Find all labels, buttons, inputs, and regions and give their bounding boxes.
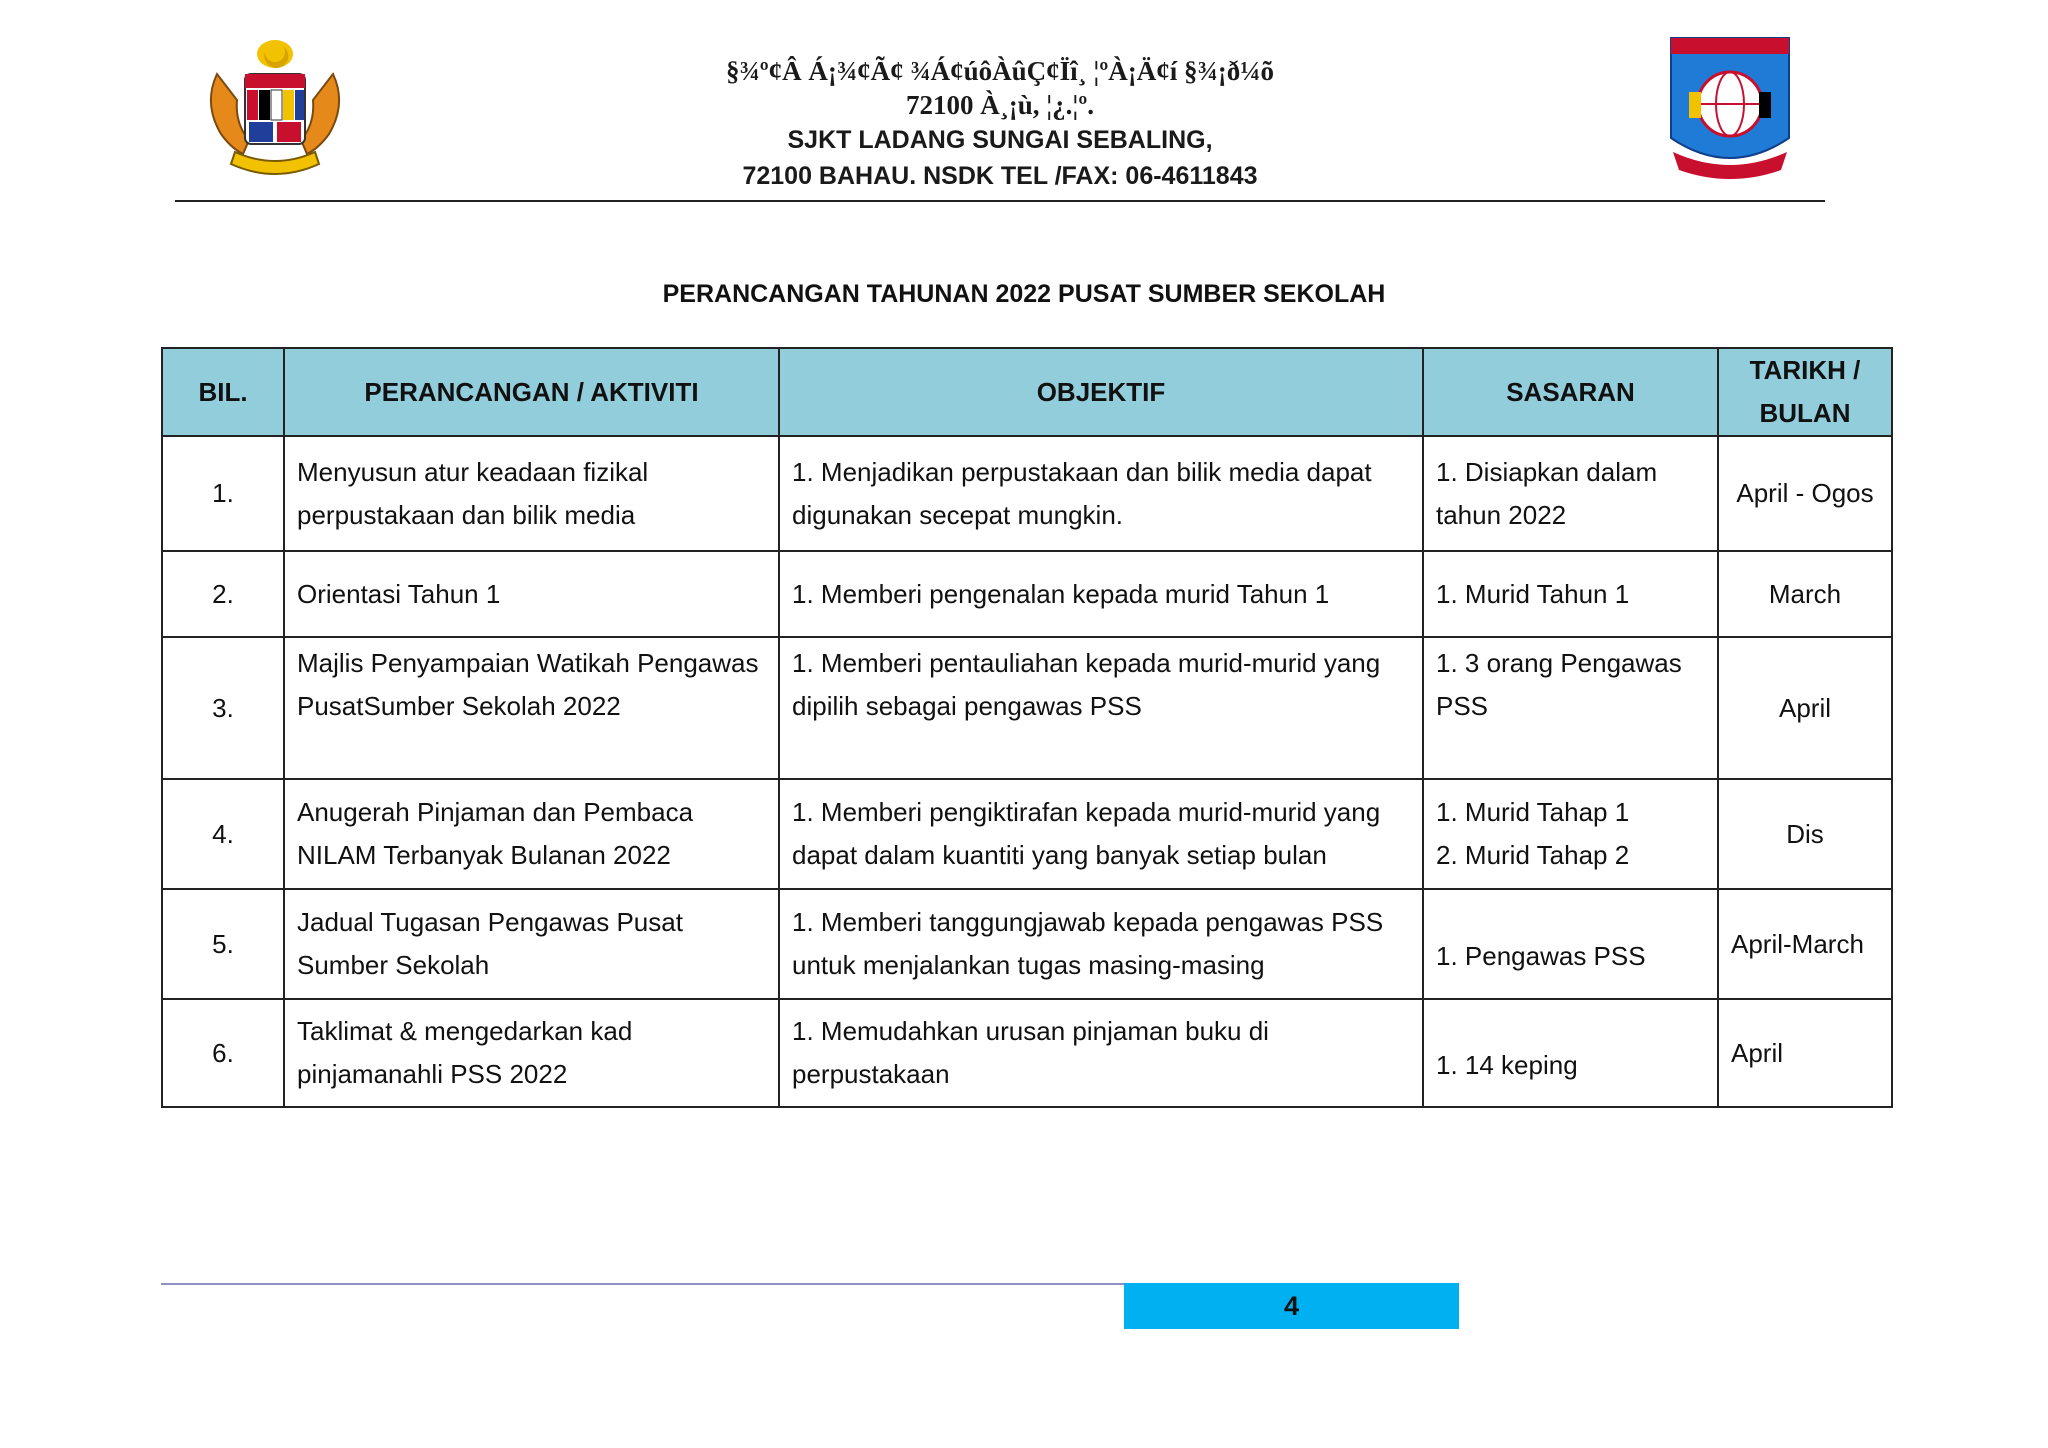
cell-sasaran [1423,779,1718,889]
malaysia-coat-of-arms-icon [195,34,355,184]
cell-objektif: 1. Memberi tanggungjawab kepada pengawas PSS untuk menjalankan tugas masing-masing [779,889,1423,999]
tamil-school-name: §¾º¢Â Á¡¾¢Ã¢ ¾Á¢úôÀûÇ¢Ïî¸ ¦ºÀ¡Ä¢í §¾¡ð¼õ [725,56,1274,86]
cell-bil: 6. [162,999,284,1107]
cell-bil: 3. [162,637,284,779]
footer-divider [161,1283,1161,1285]
cell-tarikh: April [1718,999,1892,1107]
header-bil: BIL. [162,348,284,436]
cell-bil: 2. [162,551,284,637]
document-title: PERANCANGAN TAHUNAN 2022 PUSAT SUMBER SEKOLAH [662,280,1386,308]
cell-tarikh: April [1718,637,1892,779]
cell-aktiviti: Anugerah Pinjaman dan Pembaca NILAM Terbanyak Bulanan 2022 [284,779,779,889]
cell-sasaran: 1. Disiapkan dalam tahun 2022 [1423,436,1718,551]
table-row [162,779,1892,889]
cell-sasaran: 1. 3 orang Pengawas PSS [1423,637,1718,779]
header-tarikh: TARIKH / BULAN [1718,348,1892,436]
cell-objektif: 1. Memudahkan urusan pinjaman buku di perpustakaan [779,999,1423,1107]
cell-tarikh: April-March [1718,889,1892,999]
school-crest-icon [1665,34,1795,182]
cell-objektif: 1. Menjadikan perpustakaan dan bilik media dapat digunakan secepat mungkin. [779,436,1423,551]
tamil-address: 72100 À¸¡ù, ¦¿.¦º. [905,90,1095,120]
cell-bil: 1. [162,436,284,551]
letterhead [175,28,1825,202]
cell-tarikh: April - Ogos [1718,436,1892,551]
header-objektif: OBJEKTIF [779,348,1423,436]
cell-objektif: 1. Memberi pengiktirafan kepada murid-murid yang dapat dalam kuantiti yang banyak setiap bulan [779,779,1423,889]
table-row [162,551,1892,637]
sasaran-line: 2. Murid Tahap 2 [1436,840,1630,870]
cell-objektif: 1. Memberi pentauliahan kepada murid-murid yang dipilih sebagai pengawas PSS [779,637,1423,779]
header-sasaran: SASARAN [1423,348,1718,436]
table-row [162,436,1892,551]
school-name: SJKT LADANG SUNGAI SEBALING, [787,126,1213,154]
cell-sasaran: 1. Murid Tahun 1 [1423,551,1718,637]
cell-aktiviti: Majlis Penyampaian Watikah Pengawas PusatSumber Sekolah 2022 [284,637,779,779]
cell-objektif: 1. Memberi pengenalan kepada murid Tahun 1 [779,551,1423,637]
school-address: 72100 BAHAU. NSDK TEL /FAX: 06-4611843 [742,162,1258,190]
header-aktiviti: PERANCANGAN / AKTIVITI [284,348,779,436]
sasaran-line: 1. Murid Tahap 1 [1436,797,1630,827]
table-row [162,999,1892,1107]
cell-aktiviti: Jadual Tugasan Pengawas Pusat Sumber Sekolah [284,889,779,999]
cell-sasaran: 1. Pengawas PSS [1423,889,1718,999]
cell-tarikh: March [1718,551,1892,637]
cell-bil: 4. [162,779,284,889]
table-header-row [162,348,1892,436]
cell-sasaran: 1. 14 keping [1423,999,1718,1107]
page-number: 4 [1124,1283,1459,1329]
table-row [162,889,1892,999]
annual-plan-table [161,347,1893,1108]
cell-bil: 5. [162,889,284,999]
cell-aktiviti: Taklimat & mengedarkan kad pinjamanahli PSS 2022 [284,999,779,1107]
cell-aktiviti: Orientasi Tahun 1 [284,551,779,637]
cell-aktiviti: Menyusun atur keadaan fizikal perpustakaan dan bilik media [284,436,779,551]
letterhead-text [525,54,1475,194]
table-row [162,637,1892,779]
cell-tarikh: Dis [1718,779,1892,889]
